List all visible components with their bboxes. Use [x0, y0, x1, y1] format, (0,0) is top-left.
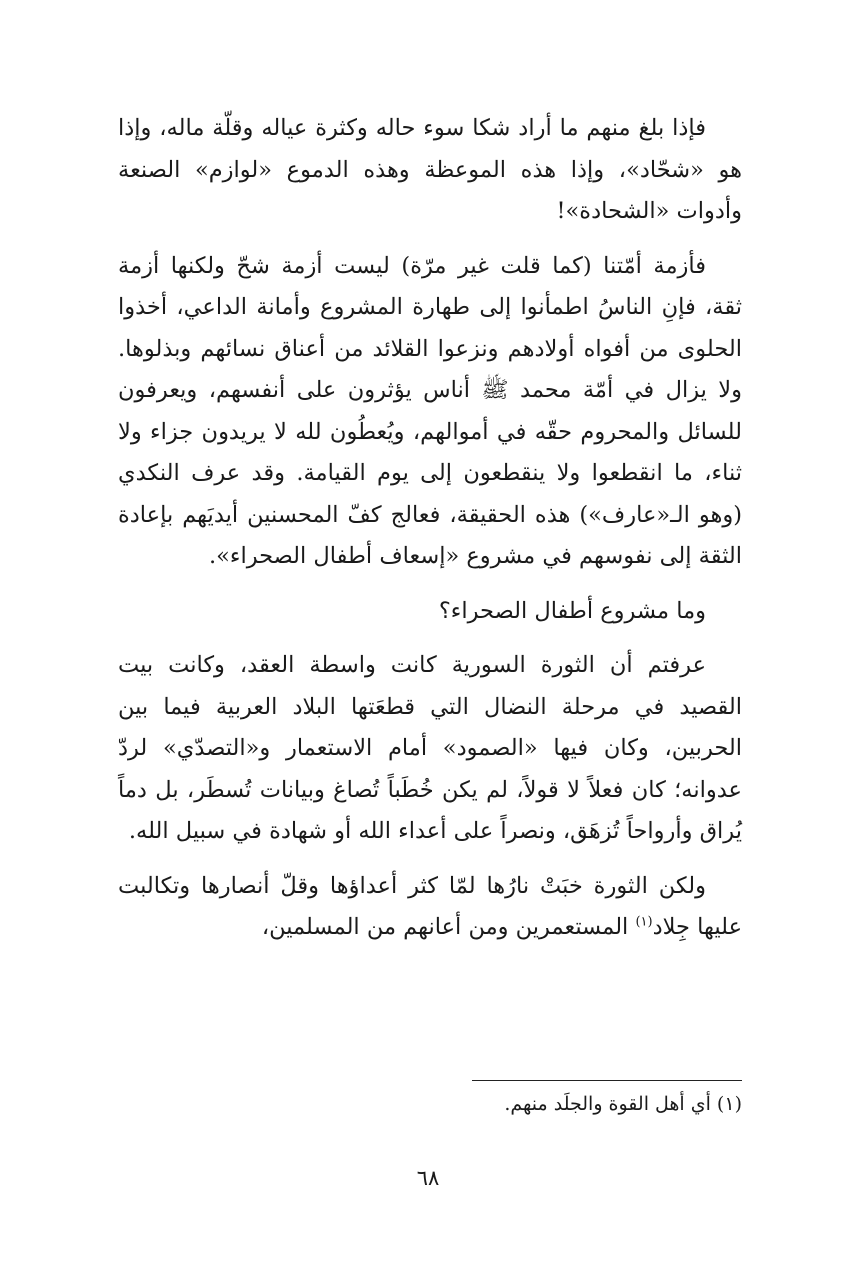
body-text: [118, 108, 742, 949]
paragraph-3: وما مشروع أطفال الصحراء؟: [438, 597, 706, 624]
footnote-divider: [472, 1080, 742, 1081]
paragraph-2: فأزمة أمّتنا (كما قلت غير مرّة) ليست أزمة شحّ ولكنها أزمة ثقة، فإنِ الناسُ اطمأنوا إلى طهارة المشروع وأمانة الداعي، أخذوا الحلوى من أفواه أولادهم ونزعوا القلائد من أعناق نسائهم وبذلوها. ولا يزال في أمّة محمد ﷺ أناس يؤثرون على أنفسهم، ويعرفون للسائل والمحروم حقّه في أموالهم، ويُعطُون لله لا يريدون جزاء ولا ثناء، ما انقطعوا ولا ينقطعون إلى يوم القيامة. وقد عرف النكدي (وهو الـ«عارف») هذه الحقيقة، فعالج كفّ المحسنين أيديَهم بإعادة الثقة إلى نفوسهم في مشروع «إسعاف أطفال الصحراء».: [118, 252, 742, 569]
footnote-marker: (١): [635, 914, 653, 930]
paragraph-5-text-after: المستعمرين ومن أعانهم من المسلمين،: [261, 914, 636, 940]
paragraph-1: فإذا بلغ منهم ما أراد شكا سوء حاله وكثرة عياله وقلّة ماله، وإذا هو «شحّاد»، وإذا هذه الموعظة وهذه الدموع «لوازم» الصنعة وأدوات «الشحادة»!: [118, 115, 742, 224]
footnote: (١) أي أهل القوة والجلَد منهم.: [504, 1093, 742, 1115]
page-number: ٦٨: [416, 1166, 440, 1190]
paragraph-4: عرفتم أن الثورة السورية كانت واسطة العقد، وكانت بيت القصيد في مرحلة النضال التي قطعَتها البلاد العربية فيما بين الحربين، وكان فيها «الصمود» أمام الاستعمار و«التصدّي» لردّ عدوانه؛ كان فعلاً لا قولاً، لم يكن خُطَباً تُصاغ وبيانات تُسطَر، بل دماً يُراق وأرواحاً تُزهَق، ونصراً على أعداء الله أو شهادة في سبيل الله.: [118, 652, 742, 844]
paragraph-5-text-before: ولكن الثورة خبَتْ نارُها لمّا كثر أعداؤها وقلّ أنصارها وتكالبت عليها جِلاد: [118, 872, 742, 940]
paragraph-5: [118, 866, 742, 949]
